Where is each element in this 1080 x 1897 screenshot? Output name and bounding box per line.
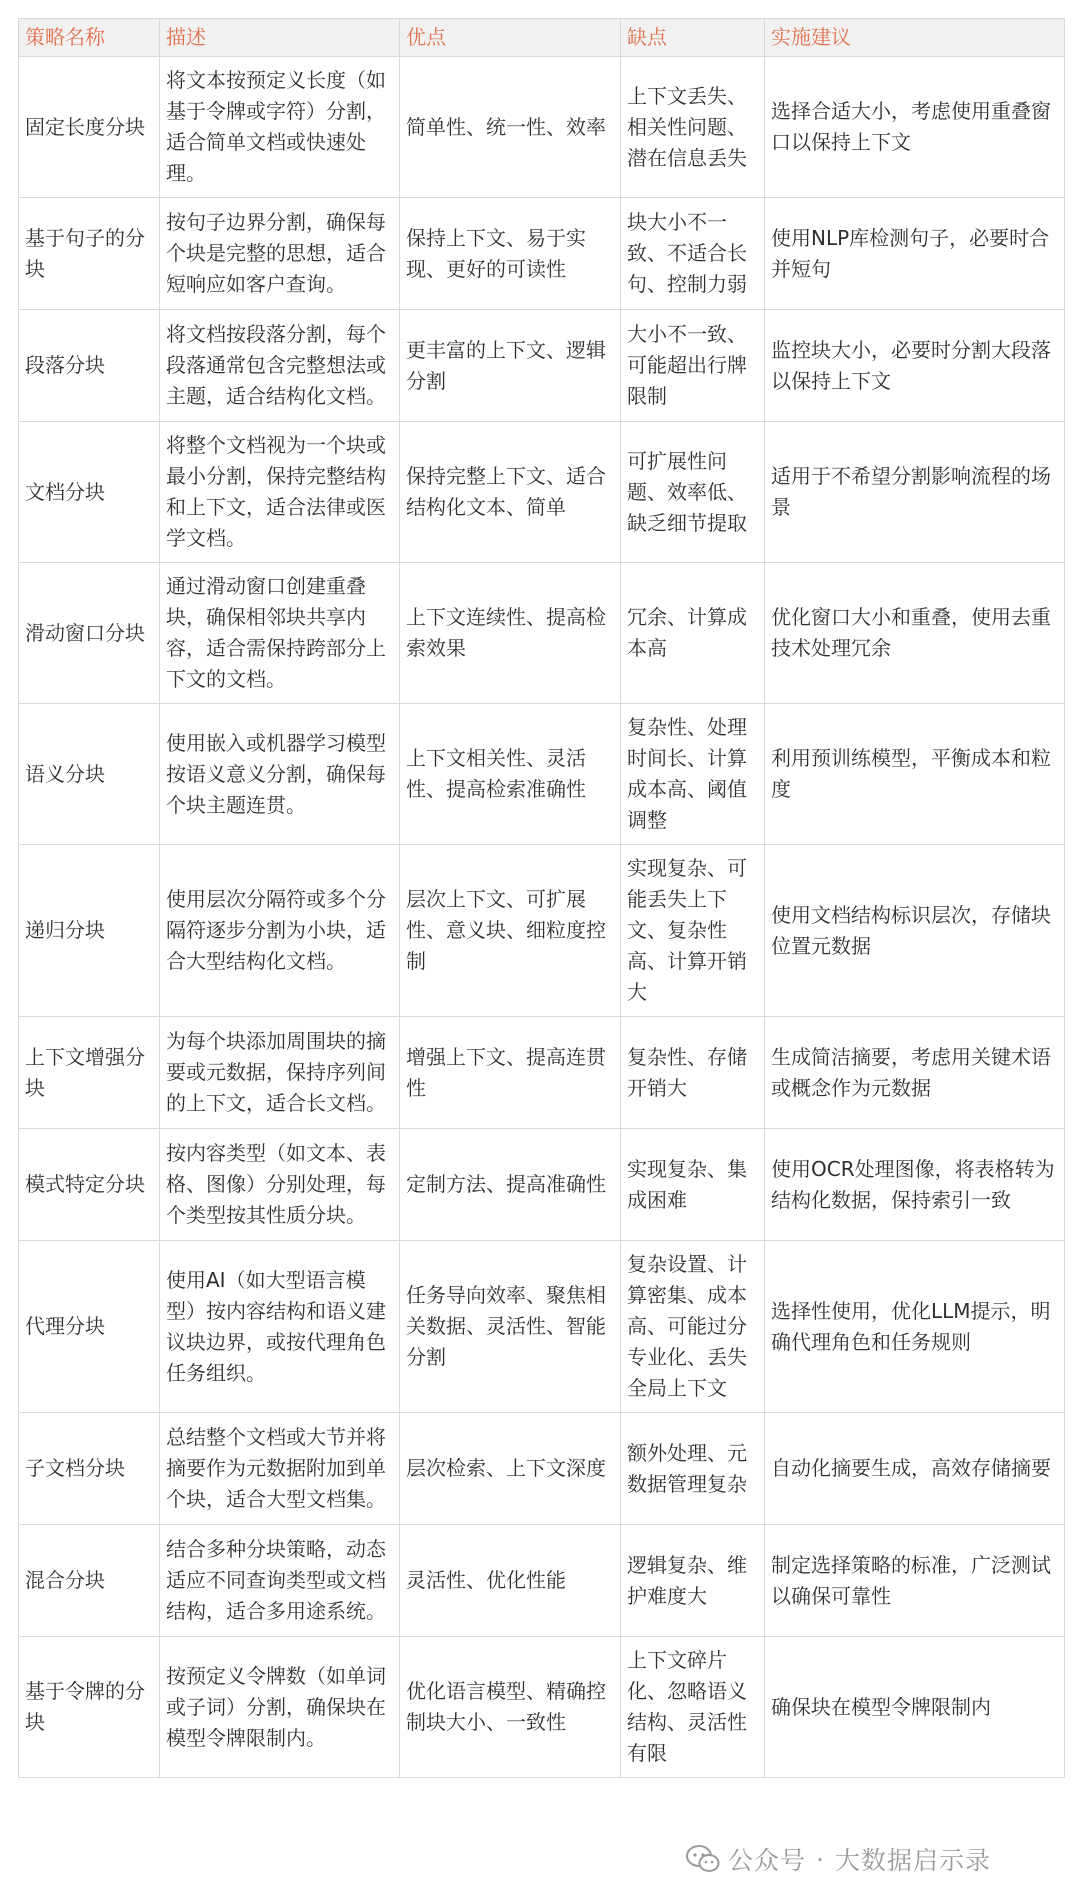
strategy-name-cell: 模式特定分块 [19, 1129, 160, 1241]
description-cell: 使用嵌入或机器学习模型按语义意义分割，确保每个块主题连贯。 [160, 704, 400, 845]
table-row [19, 422, 1065, 563]
advice-cell: 使用文档结构标识层次，存储块位置元数据 [765, 845, 1065, 1017]
cons-cell: 上下文碎片化、忽略语义结构、灵活性有限 [621, 1637, 765, 1778]
pros-cell: 层次检索、上下文深度 [400, 1413, 621, 1525]
strategy-name-cell: 代理分块 [19, 1241, 160, 1413]
description-cell: 使用层次分隔符或多个分隔符逐步分割为小块，适合大型结构化文档。 [160, 845, 400, 1017]
description-cell: 按预定义令牌数（如单词或子词）分割，确保块在模型令牌限制内。 [160, 1637, 400, 1778]
description-cell: 使用AI（如大型语言模型）按内容结构和语义建议块边界，或按代理角色任务组织。 [160, 1241, 400, 1413]
cons-cell: 冗余、计算成本高 [621, 563, 765, 704]
table-row [19, 310, 1065, 422]
header-cons: 缺点 [621, 19, 765, 57]
advice-cell: 使用OCR处理图像，将表格转为结构化数据，保持索引一致 [765, 1129, 1065, 1241]
table-row [19, 1241, 1065, 1413]
advice-cell: 自动化摘要生成，高效存储摘要 [765, 1413, 1065, 1525]
pros-cell: 增强上下文、提高连贯性 [400, 1017, 621, 1129]
cons-cell: 复杂性、存储开销大 [621, 1017, 765, 1129]
table-row [19, 845, 1065, 1017]
description-cell: 将整个文档视为一个块或最小分割，保持完整结构和上下文，适合法律或医学文档。 [160, 422, 400, 563]
advice-cell: 制定选择策略的标准，广泛测试以确保可靠性 [765, 1525, 1065, 1637]
advice-cell: 监控块大小，必要时分割大段落以保持上下文 [765, 310, 1065, 422]
strategy-name-cell: 语义分块 [19, 704, 160, 845]
table-row [19, 1525, 1065, 1637]
strategy-name-cell: 递归分块 [19, 845, 160, 1017]
table-row [19, 704, 1065, 845]
advice-cell: 确保块在模型令牌限制内 [765, 1637, 1065, 1778]
strategy-table-container [18, 18, 1064, 1778]
cons-cell: 实现复杂、集成困难 [621, 1129, 765, 1241]
table-header-row [19, 19, 1065, 57]
table-row [19, 563, 1065, 704]
table-body [19, 57, 1065, 1778]
advice-cell: 适用于不希望分割影响流程的场景 [765, 422, 1065, 563]
pros-cell: 更丰富的上下文、逻辑分割 [400, 310, 621, 422]
pros-cell: 简单性、统一性、效率 [400, 57, 621, 198]
cons-cell: 大小不一致、可能超出行牌限制 [621, 310, 765, 422]
advice-cell: 利用预训练模型，平衡成本和粒度 [765, 704, 1065, 845]
cons-cell: 块大小不一致、不适合长句、控制力弱 [621, 198, 765, 310]
strategy-name-cell: 固定长度分块 [19, 57, 160, 198]
watermark-separator: · [816, 1844, 825, 1874]
cons-cell: 上下文丢失、相关性问题、潜在信息丢失 [621, 57, 765, 198]
pros-cell: 优化语言模型、精确控制块大小、一致性 [400, 1637, 621, 1778]
description-cell: 总结整个文档或大节并将摘要作为元数据附加到单个块，适合大型文档集。 [160, 1413, 400, 1525]
advice-cell: 选择性使用，优化LLM提示，明确代理角色和任务规则 [765, 1241, 1065, 1413]
cons-cell: 复杂设置、计算密集、成本高、可能过分专业化、丢失全局上下文 [621, 1241, 765, 1413]
advice-cell: 使用NLP库检测句子，必要时合并短句 [765, 198, 1065, 310]
watermark [686, 1841, 991, 1877]
table-row [19, 1017, 1065, 1129]
watermark-prefix: 公众号 [728, 1846, 807, 1875]
chunking-strategy-table [18, 18, 1065, 1778]
cons-cell: 实现复杂、可能丢失上下文、复杂性高、计算开销大 [621, 845, 765, 1017]
strategy-name-cell: 基于令牌的分块 [19, 1637, 160, 1778]
description-cell: 为每个块添加周围块的摘要或元数据，保持序列间的上下文，适合长文档。 [160, 1017, 400, 1129]
strategy-name-cell: 滑动窗口分块 [19, 563, 160, 704]
description-cell: 将文档按段落分割，每个段落通常包含完整想法或主题，适合结构化文档。 [160, 310, 400, 422]
cons-cell: 复杂性、处理时间长、计算成本高、阈值调整 [621, 704, 765, 845]
table-row [19, 1413, 1065, 1525]
table-row [19, 57, 1065, 198]
pros-cell: 上下文连续性、提高检索效果 [400, 563, 621, 704]
pros-cell: 层次上下文、可扩展性、意义块、细粒度控制 [400, 845, 621, 1017]
header-strategy-name: 策略名称 [19, 19, 160, 57]
header-advice: 实施建议 [765, 19, 1065, 57]
pros-cell: 定制方法、提高准确性 [400, 1129, 621, 1241]
pros-cell: 保持上下文、易于实现、更好的可读性 [400, 198, 621, 310]
pros-cell: 灵活性、优化性能 [400, 1525, 621, 1637]
header-description: 描述 [160, 19, 400, 57]
strategy-name-cell: 混合分块 [19, 1525, 160, 1637]
advice-cell: 生成简洁摘要，考虑用关键术语或概念作为元数据 [765, 1017, 1065, 1129]
cons-cell: 可扩展性问题、效率低、缺乏细节提取 [621, 422, 765, 563]
description-cell: 通过滑动窗口创建重叠块，确保相邻块共享内容，适合需保持跨部分上下文的文档。 [160, 563, 400, 704]
strategy-name-cell: 基于句子的分块 [19, 198, 160, 310]
table-row [19, 1129, 1065, 1241]
wechat-icon [686, 1844, 720, 1874]
advice-cell: 优化窗口大小和重叠，使用去重技术处理冗余 [765, 563, 1065, 704]
description-cell: 结合多种分块策略，动态适应不同查询类型或文档结构，适合多用途系统。 [160, 1525, 400, 1637]
header-pros: 优点 [400, 19, 621, 57]
pros-cell: 任务导向效率、聚焦相关数据、灵活性、智能分割 [400, 1241, 621, 1413]
strategy-name-cell: 上下文增强分块 [19, 1017, 160, 1129]
pros-cell: 上下文相关性、灵活性、提高检索准确性 [400, 704, 621, 845]
description-cell: 按句子边界分割，确保每个块是完整的思想，适合短响应如客户查询。 [160, 198, 400, 310]
cons-cell: 额外处理、元数据管理复杂 [621, 1413, 765, 1525]
description-cell: 将文本按预定义长度（如基于令牌或字符）分割，适合简单文档或快速处理。 [160, 57, 400, 198]
table-row [19, 1637, 1065, 1778]
strategy-name-cell: 段落分块 [19, 310, 160, 422]
pros-cell: 保持完整上下文、适合结构化文本、简单 [400, 422, 621, 563]
description-cell: 按内容类型（如文本、表格、图像）分别处理，每个类型按其性质分块。 [160, 1129, 400, 1241]
watermark-name: 大数据启示录 [834, 1846, 991, 1875]
advice-cell: 选择合适大小，考虑使用重叠窗口以保持上下文 [765, 57, 1065, 198]
strategy-name-cell: 子文档分块 [19, 1413, 160, 1525]
strategy-name-cell: 文档分块 [19, 422, 160, 563]
table-row [19, 198, 1065, 310]
cons-cell: 逻辑复杂、维护难度大 [621, 1525, 765, 1637]
